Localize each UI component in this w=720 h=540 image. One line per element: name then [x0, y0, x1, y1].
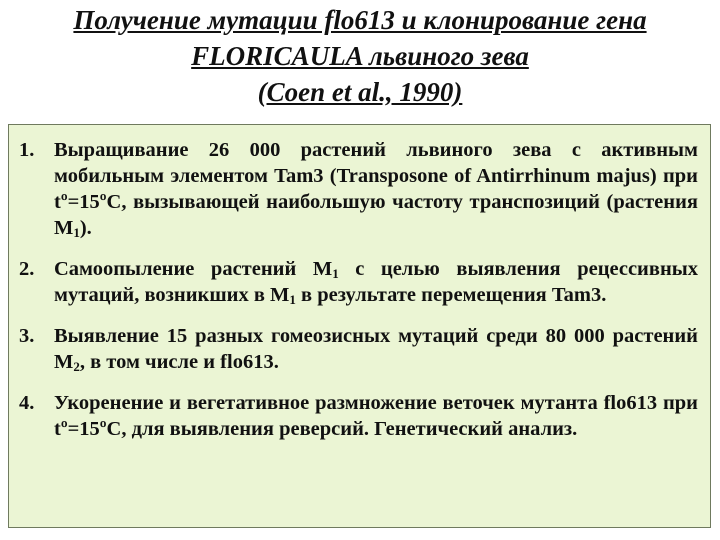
step-1 [19, 137, 698, 241]
title-line-3: (Coen et al., 1990) [257, 77, 463, 107]
title-line-2: FLORICAULA львиного зева [191, 41, 529, 71]
step-text: в результате перемещения Tam3. [295, 284, 607, 306]
step-text: , в том числе и flo613. [79, 351, 279, 373]
step-2 [19, 256, 698, 308]
step-text: с целью выявления рецессивных мутаций, возникших в M [54, 258, 699, 306]
step-text: Укоренение и вегетативное размножение веточек мутанта flo613 при tº=15ºC, для выявления реверсий. Генетический анализ. [54, 392, 698, 440]
steps-list [19, 137, 698, 442]
subscript: 2 [73, 359, 80, 374]
step-number: 1. [19, 139, 35, 161]
step-text: ). [79, 217, 92, 239]
slide-title [0, 2, 720, 110]
steps-panel [8, 124, 711, 528]
title-line-1: Получение мутации flo613 и клонирование гена [73, 5, 647, 35]
subscript: 1 [332, 266, 339, 281]
subscript: 1 [73, 225, 80, 240]
step-3 [19, 323, 698, 375]
step-number: 3. [19, 325, 35, 347]
step-number: 4. [19, 392, 35, 414]
step-text: Выявление 15 разных гомеозисных мутаций среди 80 000 растений M [54, 325, 698, 373]
subscript: 1 [289, 292, 296, 307]
step-number: 2. [19, 258, 35, 280]
step-text: Самоопыление растений M [54, 258, 333, 280]
step-4 [19, 390, 698, 442]
step-text: Выращивание 26 000 растений львиного зева с активным мобильным элементом Tam3 (Transposone of Antirrhinum majus) при tº=15ºC, вызывающей наибольшую частоту транспозиций (растения M [54, 139, 698, 239]
